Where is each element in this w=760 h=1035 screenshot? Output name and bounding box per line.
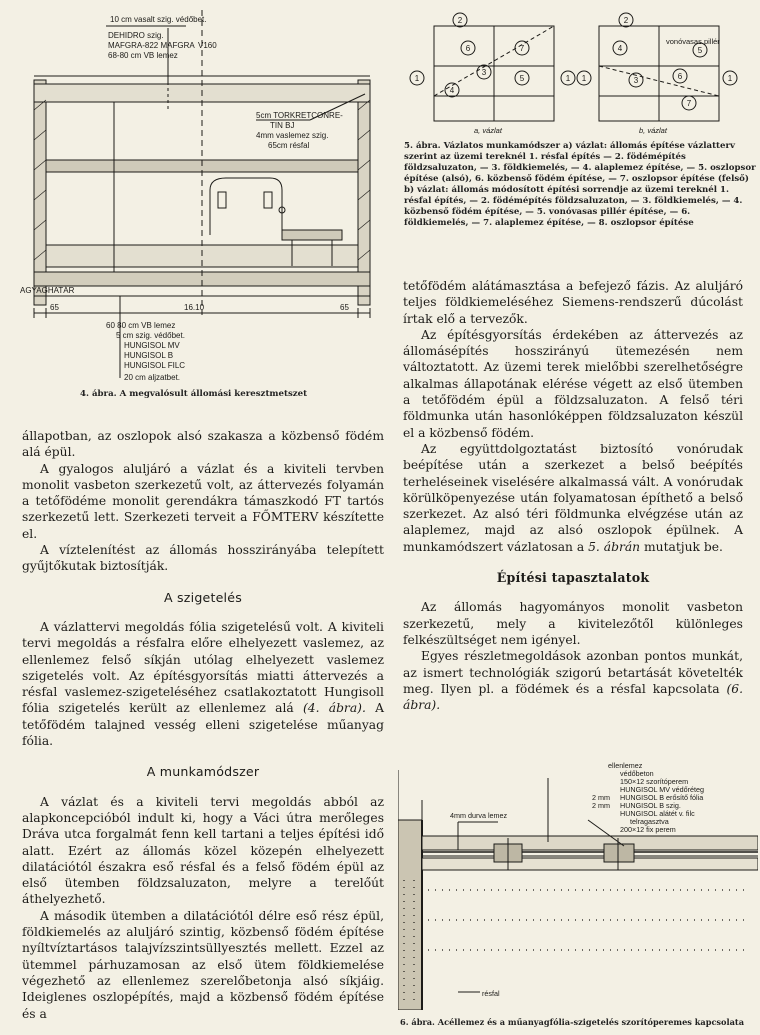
fig6-label-1: ellenlemez — [608, 761, 643, 770]
svg-text:3: 3 — [633, 76, 639, 85]
svg-text:3: 3 — [481, 68, 487, 77]
fig4-label-5: V160 — [198, 41, 217, 50]
fig4-label-3: MAFGRA-822 MAFGRA — [108, 41, 195, 50]
right-column — [403, 278, 743, 713]
fig4-bottom-2: 5 cm szig. védőbet. — [116, 331, 185, 340]
left-paragraph-6: A második ütemben a dilatációtól délre eső rész épül, földkiemelés az aluljáró szintig, közbenső födém építése nyíltvíztartásos talajvízszintsüllyesztés mellett. Ezzel az ütemmel párhuzamosan az első ütem földkiemelése végezhető az ellenlemez szerelőbetonja alsó síkjáig. Ideiglenes oszlopépítés, majd a közbenső födém építése és a — [22, 908, 384, 1021]
left-column — [22, 428, 384, 1022]
fig4-label-agyaghatar: AGYAGHATÁR — [20, 286, 75, 295]
fig6-label-6: HUNGISOL B szig. — [620, 801, 681, 810]
figure-4-drawing — [20, 10, 386, 390]
right-p5-figure-ref: (6. ábra). — [403, 681, 743, 713]
svg-text:2: 2 — [623, 16, 629, 25]
fig6-label-11: résfal — [482, 989, 500, 998]
fig4-label-9: 65cm résfal — [268, 141, 310, 150]
fig6-mm-2: 2 mm — [592, 801, 610, 810]
figure-6-drawing — [398, 760, 758, 1010]
fig4-label-8: 4mm vaslemez szig. — [256, 131, 329, 140]
left-paragraph-2: A gyalogos aluljáró a vázlat és a kiviteli tervben monolit vasbeton szerkezetű volt, az áttervezés folyamán a tetőfödéme monolit gerendákra támaszkodó FT tartós szerkezetű lett. Szerkezeti terveit a FŐMTERV készítette el. — [22, 461, 384, 541]
fig4-label-4: 68-80 cm VB lemez — [108, 51, 178, 60]
right-paragraph-3 — [403, 441, 743, 555]
right-p3-figure-ref: 5. ábrán — [588, 539, 641, 554]
heading-epitesi-tapasztalatok: Építési tapasztalatok — [496, 570, 650, 586]
fig4-bottom-3: HUNGISOL MV — [124, 341, 180, 350]
left-paragraph-5: A vázlat és a kiviteli tervi megoldás abból az alapkoncepcióból indult ki, hogy a Váci útra merőleges Dráva utca forgalmát fenn kell tartani a teljes építési idő alatt. Ezért az állomás közel közepén elhelyezett dilatációtól északra eső résfal és a felső födém épül az első ütemben földzsaluzaton, melyre a terelőút áthelyezhető. — [22, 794, 384, 907]
fig6-label-7: HUNGISOL alátét v. filc — [620, 809, 695, 818]
svg-text:5: 5 — [697, 46, 703, 55]
fig5-label-a: a, vázlat — [474, 126, 502, 135]
right-paragraph-1: tetőfödém alátámasztása a befejező fázis. Az aluljáró teljes földkiemeléséhez Siemens-rendszerű dúcolást írtak elő a tervezők. — [403, 279, 743, 326]
svg-text:1: 1 — [565, 74, 571, 83]
fig6-label-5: HUNGISOL B erősítő fólia — [620, 793, 704, 802]
fig4-label-6: 5cm TORKRETCONRE- — [256, 111, 343, 120]
figure-6-caption: 6. ábra. Acéllemez és a műanyagfólia-szigetelés szorítóperemes kapcsolata — [400, 1017, 744, 1027]
svg-text:1: 1 — [414, 74, 420, 83]
right-paragraph-5 — [403, 648, 743, 713]
right-p5-text: Egyes részletmegoldások azonban pontos munkát, az ismert technológiák szigorú betartását követelték meg. Ilyen pl. a födémek és a résfal kapcsolata — [403, 649, 743, 696]
figure-5-caption-b: b) vázlat: állomás módosított építési sorrendje az üzemi tereknél 1. résfal építés, — 2. födémépítés földzsaluzaton, — 3. földkiemelés, — 4. közbenső födém építése, — 5. vonóvasas pillér építése, — 6. földkiemelés, — 7. alaplemez építése, — 8. oszlopsor építése — [404, 185, 743, 228]
fig4-bottom-6: 20 cm aljzatbet. — [124, 373, 181, 382]
svg-text:2: 2 — [457, 16, 463, 25]
left-paragraph-4 — [22, 619, 384, 749]
figure-5-drawing — [404, 6, 756, 136]
fig6-label-10: 4mm durva lemez — [450, 811, 508, 820]
fig4-bottom-4: HUNGISOL B — [124, 351, 174, 360]
left-p4-figure-ref: (4. ábra). — [302, 701, 366, 716]
right-p3-end: mutatjuk be. — [644, 539, 723, 554]
fig4-bottom-1: 60 80 cm VB lemez — [106, 321, 176, 330]
svg-text:7: 7 — [519, 44, 525, 53]
fig4-label-7: TIN BJ — [270, 121, 295, 130]
fig4-bottom-5: HUNGISOL FILC — [124, 361, 186, 370]
fig5-vonovasas: vonóvasas pillér — [666, 37, 720, 46]
fig4-label-1: 10 cm vasalt szig. védőbet. — [110, 15, 207, 24]
right-p3-text: Az együttdolgoztatást biztosító vonórudak beépítése után a szerkezet a belső beépítés terheléseinek viselésére alkalmassá vált. A vonórudak körülköpenyezése után folyamatosan építhető a belső szerkezet. Az alsó téri földmunka elvégzése után az alaplemez, majd az alsó oszlopok épülnek. A munkamódszert vázlatosan a — [403, 441, 743, 554]
svg-text:6: 6 — [465, 44, 471, 53]
svg-text:4: 4 — [449, 86, 455, 95]
left-paragraph-1: állapotban, az oszlopok alsó szakasza a közbenső födém alá épül. — [22, 429, 384, 460]
left-paragraph-3: A víztelenítést az állomás hosszirányába telepített gyűjtőkutak biztosítják. — [22, 543, 384, 574]
figure-4-caption: 4. ábra. A megvalósult állomási keresztmetszet — [80, 389, 308, 399]
fig6-label-9: 200×12 fix perem — [620, 825, 676, 834]
figure-5 — [404, 6, 756, 136]
svg-text:1: 1 — [581, 74, 587, 83]
svg-text:5: 5 — [519, 74, 525, 83]
fig6-label-3: 150×12 szorítóperem — [620, 777, 689, 786]
svg-text:7: 7 — [686, 99, 692, 108]
figure-6 — [398, 760, 758, 1010]
fig5-label-b: b, vázlat — [639, 126, 667, 135]
fig6-label-4: HUNGISOL MV védőréteg — [620, 785, 705, 794]
right-paragraph-2: Az építésgyorsítás érdekében az áttervezés az állomásépítés hosszirányú ütemezésén nem változtatott. Az üzemi terek mielőbbi szerelhetőségre alkalmas állapotának elérése végett az első ütemben a tetőfödém épül a földzsaluzaton. A felső téri földmunka után hasonlóképpen földzsaluzaton készül el a közbenső födém. — [403, 327, 743, 440]
svg-text:6: 6 — [677, 72, 683, 81]
right-paragraph-4: Az állomás hagyományos monolit vasbeton szerkezetű, mely a kivitelezőtől különleges felkészültséget nem igényel. — [403, 600, 743, 647]
figure-4 — [20, 10, 386, 390]
fig4-dim-mid: 16.10 — [184, 303, 205, 312]
left-p4-end: A tetőfödém talajned vesség elleni szigetelése műanyag fólia. — [22, 701, 384, 749]
left-p4-text: A vázlattervi megoldás fólia szigetelésű volt. A kiviteli tervi megoldás a résfalra előre elhelyezett vaslemez, az ellenlemez felső síkján utólag elhelyezett vaslemez szigetelés volt. Az építésgyorsítás miatti áttervezés a résfal vaslemez-szigeteléséhez csatlakoztatott Hungisoll fólia szigetelés került az ellenlemez alá — [22, 619, 384, 716]
svg-text:1: 1 — [727, 74, 733, 83]
fig4-dim-right: 65 — [340, 303, 349, 312]
fig4-dim-left: 65 — [50, 303, 59, 312]
heading-munkamodszer: A munkamódszer — [146, 764, 260, 780]
fig6-label-2: védőbeton — [620, 769, 654, 778]
fig4-label-2: DEHIDRO szig. — [108, 31, 164, 40]
fig6-label-8: telragasztva — [630, 817, 669, 826]
svg-text:4: 4 — [617, 44, 623, 53]
fig6-mm-1: 2 mm — [592, 793, 610, 802]
heading-szigeteles: A szigetelés — [164, 589, 242, 605]
figure-5-caption-a: 5. ábra. Vázlatos munkamódszer a) vázlat: állomás építése vázlatterv szerint az üzemi tereknél 1. résfal építés — 2. födémépítés földzsaluzaton, — 3. földkiemelés, — 4. alaplemez építése, — 5. oszlopsor építése (alsó), 6. közbenső födém építése, — 7. oszlopsor építése (felső) — [404, 141, 756, 184]
